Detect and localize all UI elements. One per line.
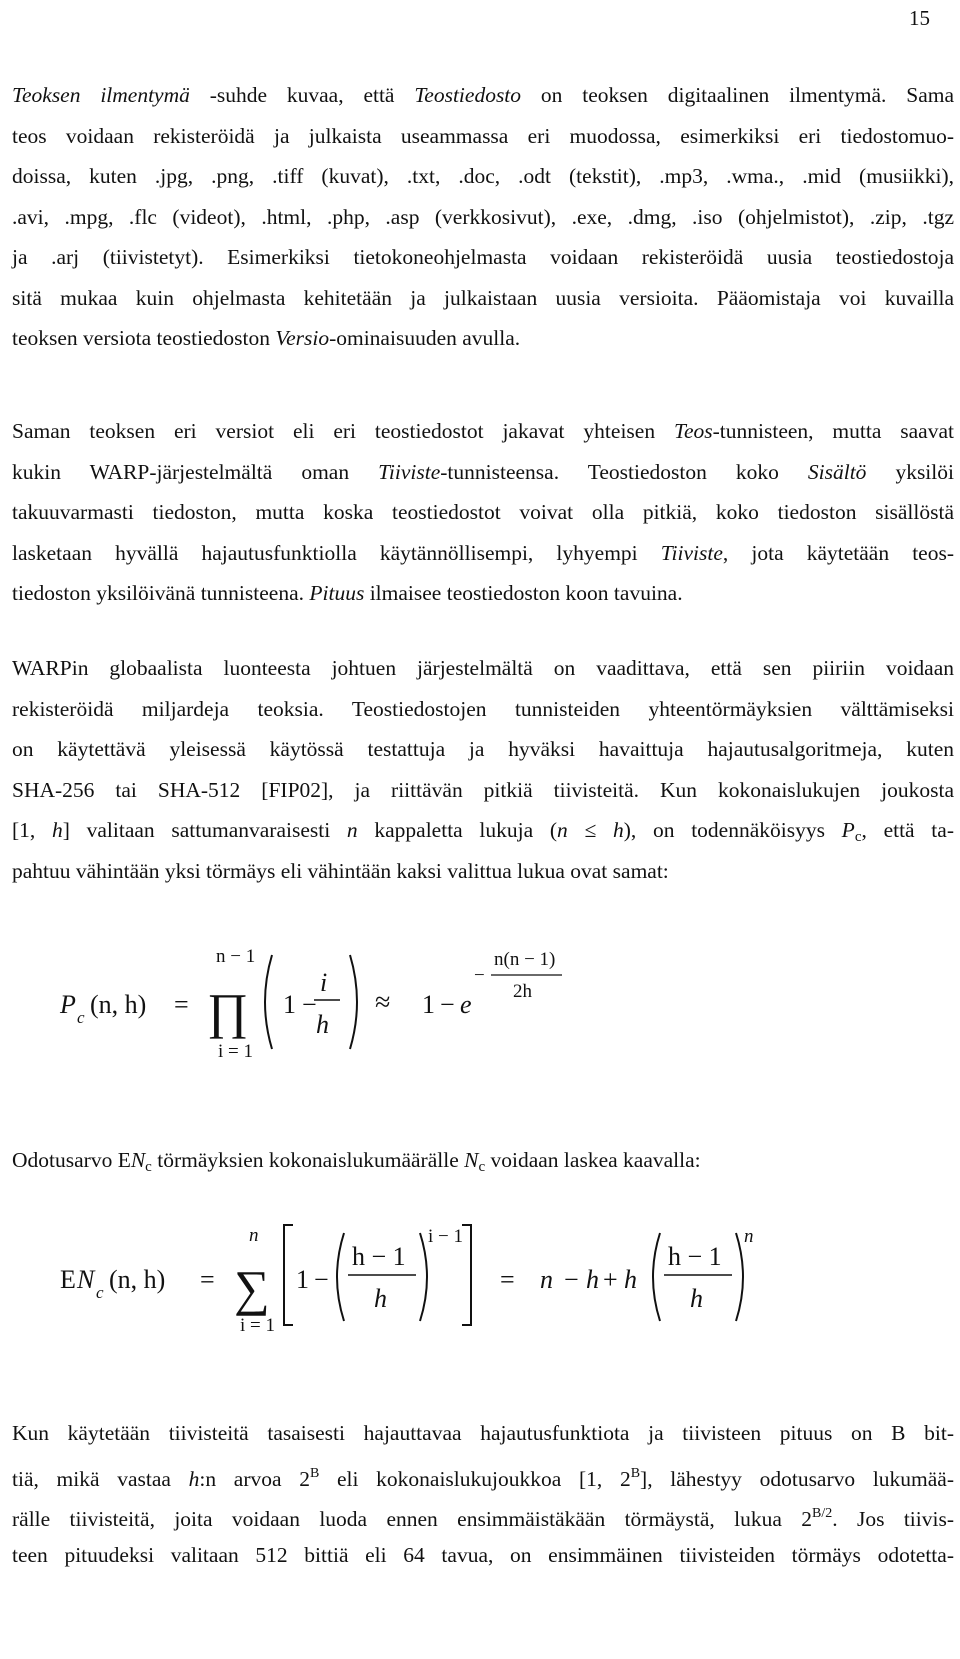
f2-h-2: h — [624, 1265, 637, 1294]
f2-exponent-2: n — [744, 1226, 754, 1247]
page-number: 15 — [909, 6, 930, 30]
f1-h: h — [316, 1010, 329, 1039]
p3-line-3: on käytettävä yleisessä käytössä testattuja ja hyväksi havaittuja hajautusalgoritmeja, kuten — [12, 737, 954, 761]
f2-upper: n — [249, 1225, 259, 1246]
p1-line-5: ja .arj (tiivistetyt). Esimerkiksi tietokoneohjelmasta voidaan rekisteröidä uusia teostiedostoja — [12, 245, 954, 269]
p1-line-3: doissa, kuten .jpg, .png, .tiff (kuvat), .txt, .doc, .odt (tekstit), .mp3, .wma., .mid (musiikki), — [12, 164, 954, 188]
paragraph-2 — [12, 411, 954, 614]
f2-minus-2: − — [564, 1265, 579, 1294]
p5-line-4: teen pituudeksi valitaan 512 bittiä eli 64 tavua, on ensimmäinen tiivisteiden törmäys odotetta- — [12, 1542, 954, 1567]
p1-line-6: sitä mukaa kuin ohjelmasta kehitetään ja julkaistaan uusia versioita. Pääomistaja voi kuvailla — [12, 285, 954, 310]
f2-c: c — [96, 1283, 104, 1302]
f1-P: P — [60, 990, 76, 1019]
f2-sum-sign: ∑ — [234, 1260, 270, 1316]
f1-minus: − — [302, 990, 317, 1019]
f2-one: 1 — [296, 1265, 309, 1294]
f1-c: c — [77, 1008, 85, 1027]
f1-exp-numerator: n(n − 1) — [494, 949, 556, 970]
f2-right-paren — [420, 1233, 427, 1321]
f2-right-bracket — [462, 1225, 471, 1325]
f2-E: E — [60, 1265, 76, 1294]
p3-line-4: SHA-256 tai SHA-512 [FIP02], ja riittävän pitkiä tiivisteitä. Kun kokonaislukujen joukosta — [12, 777, 954, 802]
p3-line-2: rekisteröidä miljardeja teoksia. Teostiedostojen tunnisteiden yhteentörmäyksien välttämiseksi — [12, 696, 954, 721]
f1-right-paren — [350, 955, 357, 1049]
f2-left-bracket — [284, 1225, 293, 1325]
p3-line-5: [1, h] valitaan sattumanvaraisesti n kappaletta lukuja (n ≤ h), on todennäköisyys $P_c$, että ta- — [12, 818, 954, 845]
paragraph-5 — [12, 1413, 954, 1575]
p2-line-3: takuuvarmasti tiedoston, mutta koska teostiedostot voivat olla pitkiä, koko tiedoston sisällöstä — [12, 500, 954, 524]
f1-minus-2: − — [440, 990, 455, 1019]
f2-exponent: i − 1 — [428, 1226, 463, 1247]
paragraph-3 — [12, 648, 954, 891]
f2-n: n — [540, 1265, 553, 1294]
p3-line-1: WARPin globaalista luonteesta johtuen järjestelmältä on vaadittava, että sen piiriin voidaan — [12, 656, 954, 680]
p2-line-4: lasketaan hyvällä hajautusfunktiolla käytännöllisempi, lyhyempi Tiiviste, jota käytetään teos- — [12, 540, 955, 565]
probability-formula — [0, 935, 960, 1070]
f2-eq-2: = — [500, 1265, 515, 1294]
f2-lower: i = 1 — [240, 1315, 275, 1336]
f2-minus: − — [314, 1265, 329, 1294]
f1-args: (n, h) — [90, 990, 147, 1019]
paragraph-1 — [12, 75, 954, 359]
f1-exp-minus: − — [474, 965, 485, 986]
f2-right-paren-2 — [736, 1233, 743, 1321]
p1-line-7: teoksen versiota teostiedoston Versio-ominaisuuden avulla. — [12, 326, 521, 350]
f1-approx: ≈ — [375, 987, 391, 1018]
p5-line-3: rälle tiivisteitä, joita voidaan luoda ennen ensimmäistäkään törmäystä, lukua $2^{B/2}$. Jos tiivis- — [12, 1506, 954, 1531]
f2-eq: = — [200, 1265, 215, 1294]
f2-numerator: h − 1 — [352, 1242, 406, 1271]
f2-h-1: h — [586, 1265, 599, 1294]
f1-exp-denominator: 2h — [513, 981, 532, 1002]
paragraph-4 — [12, 1140, 954, 1181]
f1-one: 1 — [283, 990, 296, 1019]
f1-product-sign: ∏ — [207, 983, 249, 1039]
f2-numerator-2: h − 1 — [668, 1242, 722, 1271]
f1-left-paren — [265, 955, 272, 1049]
f2-denominator: h — [374, 1284, 387, 1313]
p1-line-4: .avi, .mpg, .flc (videot), .html, .php, .asp (verkkosivut), .exe, .dmg, .iso (ohjelmistot), .zip, .tgz — [12, 204, 954, 229]
p2-line-1: Saman teoksen eri versiot eli eri teostiedostot jakavat yhteisen Teos-tunnisteen, mutta saavat — [12, 419, 954, 443]
f2-left-paren — [337, 1233, 344, 1321]
f1-e: e — [460, 990, 472, 1019]
expected-value-formula — [0, 1215, 960, 1340]
f2-left-paren-2 — [653, 1233, 660, 1321]
p5-line-2: tiä, mikä vastaa h:n arvoa $2^B$ eli kokonaislukujoukkoa [1, $2^B$], lähestyy odotusarvo lukumää- — [12, 1465, 955, 1491]
f1-one-2: 1 — [422, 990, 435, 1019]
p2-line-5: tiedoston yksilöivänä tunnisteena. Pituus ilmaisee teostiedoston koon tavuina. — [12, 581, 683, 605]
f2-denominator-2: h — [690, 1284, 703, 1313]
f1-upper: n − 1 — [216, 946, 256, 967]
f1-i: i — [320, 968, 328, 997]
p4-line-1: Odotusarvo $EN_c$ törmäyksien kokonaislukumäärälle $N_c$ voidaan laskea kaavalla: — [12, 1148, 701, 1175]
f1-lower: i = 1 — [218, 1041, 253, 1062]
p1-line-1: Teoksen ilmentymä -suhde kuvaa, että Teostiedosto on teoksen digitaalinen ilmentymä. Sama — [12, 83, 955, 107]
f2-plus: + — [603, 1265, 618, 1294]
p3-line-6: pahtuu vähintään yksi törmäys eli vähintään kaksi valittua lukua ovat samat: — [12, 858, 669, 883]
p5-line-1: Kun käytetään tiivisteitä tasaisesti hajauttavaa hajautusfunktiota ja tiivisteen pituus on B bit- — [12, 1421, 954, 1445]
f2-args: (n, h) — [109, 1265, 166, 1294]
p2-line-2: kukin WARP-järjestelmältä oman Tiiviste-tunnisteensa. Teostiedoston koko Sisältö yksilöi — [12, 459, 954, 484]
p1-line-2: teos voidaan rekisteröidä ja julkaista useammassa eri muodossa, esimerkiksi eri tiedostomuo- — [12, 123, 954, 148]
f2-N: N — [77, 1265, 95, 1294]
f1-eq: = — [174, 990, 189, 1019]
